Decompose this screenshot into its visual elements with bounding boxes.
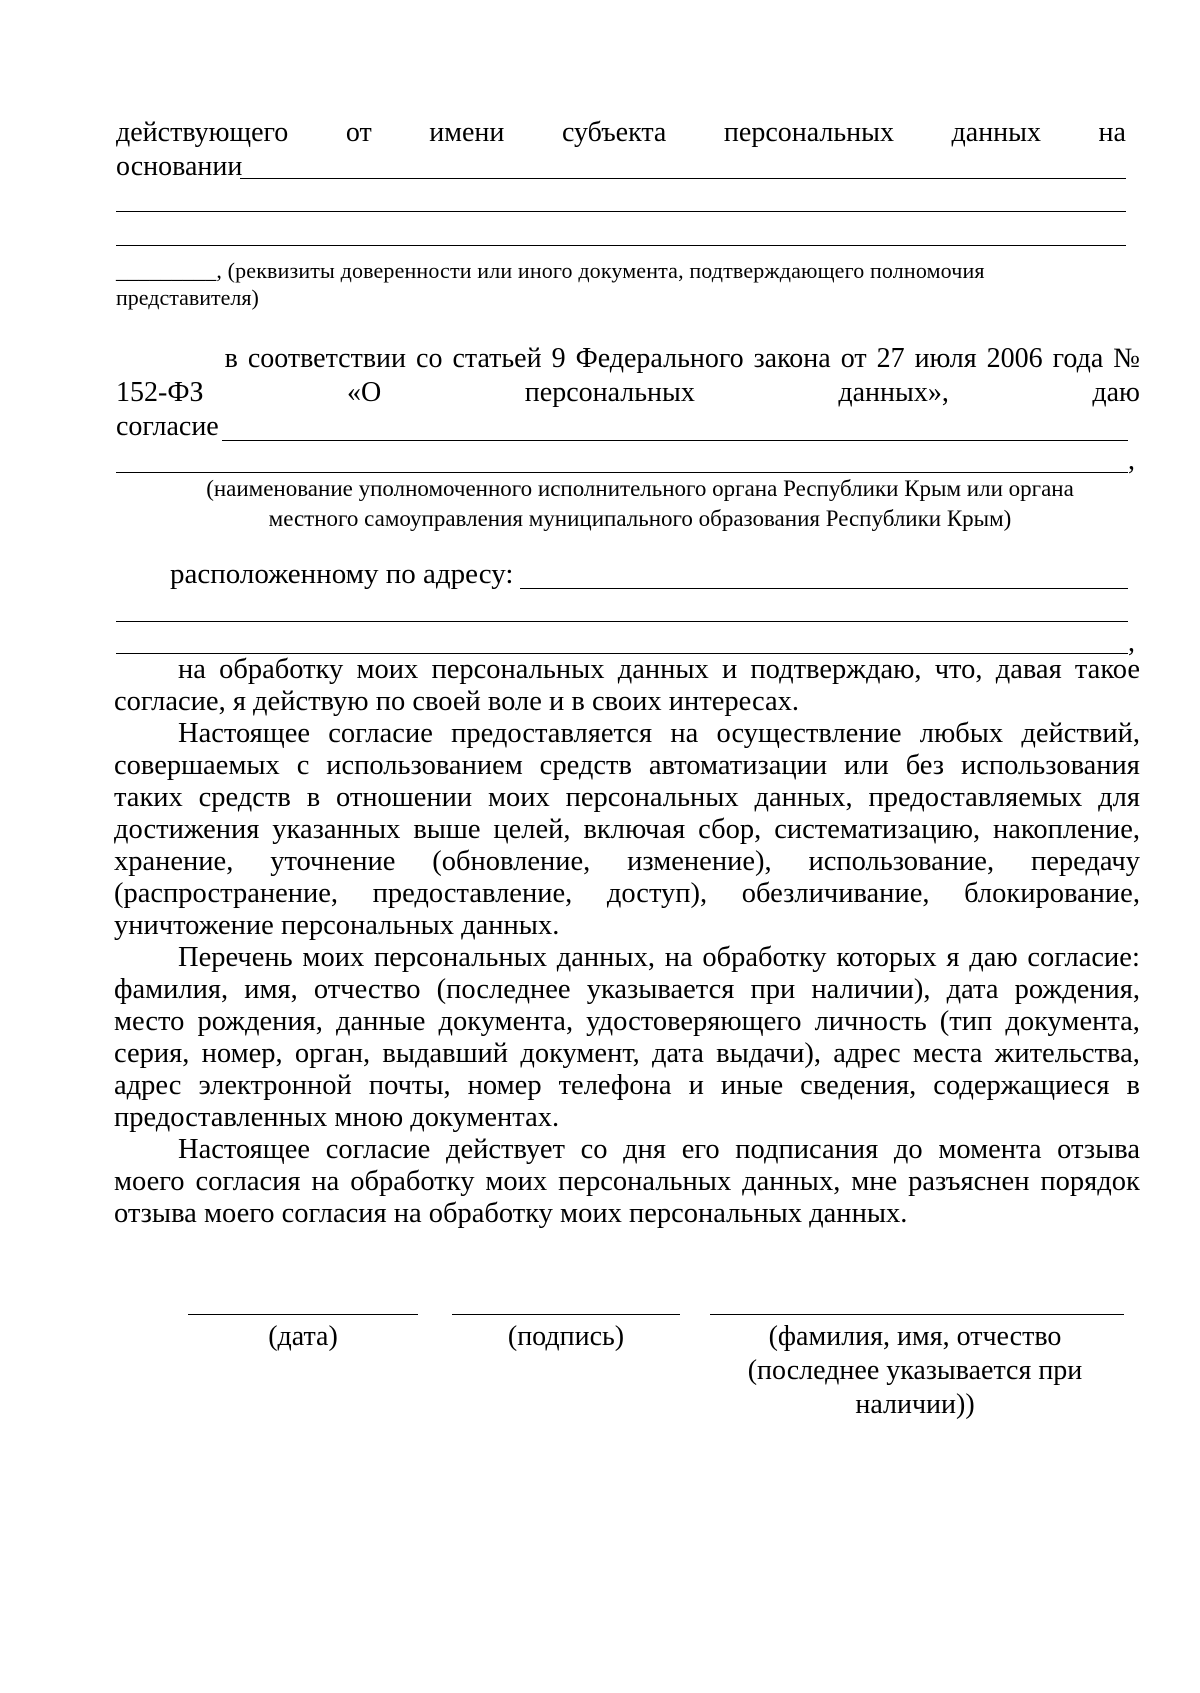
address-comma: ,	[1128, 627, 1135, 658]
full-name-caption-line: наличии))	[855, 1389, 975, 1420]
law-word: 152-ФЗ	[116, 377, 204, 408]
date-line[interactable]	[188, 1314, 418, 1315]
law-line-1-text: в соответствии со статьей 9 Федерального закона от 27 июля 2006 года №	[224, 343, 1140, 374]
paragraph-actions	[114, 718, 1140, 942]
law-word: «О	[347, 377, 382, 408]
basis-fill-line[interactable]	[240, 178, 1126, 179]
paragraph-line: предоставленных мною документах.	[114, 1102, 560, 1133]
paragraph-line: Настоящее согласие предоставляется на осуществление любых действий,	[178, 718, 1140, 749]
paragraph-line: Настоящее согласие действует со дня его подписания до момента отзыва	[178, 1134, 1140, 1165]
authority-caption-line-1: (наименование уполномоченного исполнительного органа Республики Крым или органа	[206, 476, 1074, 501]
requisites-prefix: _________, (реквизиты доверенности или иного документа, подтверждающего полномочия	[116, 258, 985, 283]
requisites-continuation: представителя)	[116, 285, 259, 310]
paragraph-processing-consent	[114, 654, 1140, 718]
paragraph-line: на обработку моих персональных данных и подтверждаю, что, давая такое	[178, 654, 1140, 685]
paragraph-line: таких средств в отношении моих персональных данных, предоставляемых для	[114, 782, 1140, 813]
authority-caption-line-2: местного самоуправления муниципального образования Республики Крым)	[268, 506, 1012, 531]
full-name-line[interactable]	[710, 1314, 1124, 1315]
basis-fill-line-2[interactable]	[116, 211, 1126, 212]
signature-caption: (подпись)	[507, 1321, 625, 1352]
paragraph-line: совершаемых с использованием средств автоматизации или без использования	[114, 750, 1140, 781]
rep-word: от	[345, 117, 372, 148]
authority-fill-line[interactable]	[116, 472, 1128, 473]
law-word: даю	[1092, 377, 1140, 408]
address-label: расположенному по адресу:	[170, 558, 514, 590]
rep-word: субъекта	[561, 117, 667, 148]
paragraph-line: отзыва моего согласия на обработку моих персональных данных.	[114, 1198, 908, 1229]
rep-word: персональных	[723, 117, 894, 148]
authority-caption	[150, 474, 1130, 534]
paragraph-data-list	[114, 942, 1140, 1134]
rep-word: данных	[951, 117, 1041, 148]
requisites-caption	[116, 257, 1140, 311]
paragraph-line: согласие, я действую по своей воле и в своих интересах.	[114, 686, 799, 717]
signature-line[interactable]	[452, 1314, 680, 1315]
paragraph-line: хранение, уточнение (обновление, изменение), использование, передачу	[114, 846, 1140, 877]
date-caption: (дата)	[268, 1321, 338, 1352]
full-name-caption	[700, 1320, 1130, 1422]
address-fill-line-2[interactable]	[116, 621, 1128, 622]
full-name-caption-line: (фамилия, имя, отчество	[768, 1321, 1062, 1352]
full-name-caption-line: (последнее указывается при	[747, 1355, 1083, 1386]
address-fill-line[interactable]	[520, 588, 1128, 589]
representative-words-row	[116, 116, 1126, 150]
basis-fill-line-3[interactable]	[116, 245, 1126, 246]
law-line-2	[116, 376, 1140, 410]
law-word: персональных	[524, 377, 695, 408]
paragraph-line: адрес электронной почты, номер телефона и иные сведения, содержащиеся в	[114, 1070, 1140, 1101]
basis-label: основании	[116, 151, 243, 182]
paragraph-validity	[114, 1134, 1140, 1230]
authority-comma: ,	[1128, 445, 1135, 476]
paragraph-line: уничтожение персональных данных.	[114, 910, 560, 941]
rep-word: действующего	[116, 117, 289, 148]
rep-word: на	[1098, 117, 1126, 148]
paragraph-line: достижения указанных выше целей, включая сбор, систематизацию, накопление,	[114, 814, 1140, 845]
paragraph-line: место рождения, данные документа, удостоверяющего личность (тип документа,	[114, 1006, 1140, 1037]
law-line-1	[116, 342, 1140, 376]
law-word: данных»,	[838, 377, 949, 408]
paragraph-line: фамилия, имя, отчество (последнее указывается при наличии), дата рождения,	[114, 974, 1140, 1005]
paragraph-line: Перечень моих персональных данных, на обработку которых я даю согласие:	[178, 942, 1140, 973]
consent-fill-line[interactable]	[222, 440, 1128, 441]
paragraph-line: моего согласия на обработку моих персональных данных, мне разъяснен порядок	[114, 1166, 1140, 1197]
paragraph-line: (распространение, предоставление, доступ), обезличивание, блокирование,	[114, 878, 1140, 909]
consent-label: согласие	[116, 411, 219, 442]
paragraph-line: серия, номер, орган, выдавший документ, дата выдачи), адрес места жительства,	[114, 1038, 1140, 1069]
rep-word: имени	[429, 117, 505, 148]
